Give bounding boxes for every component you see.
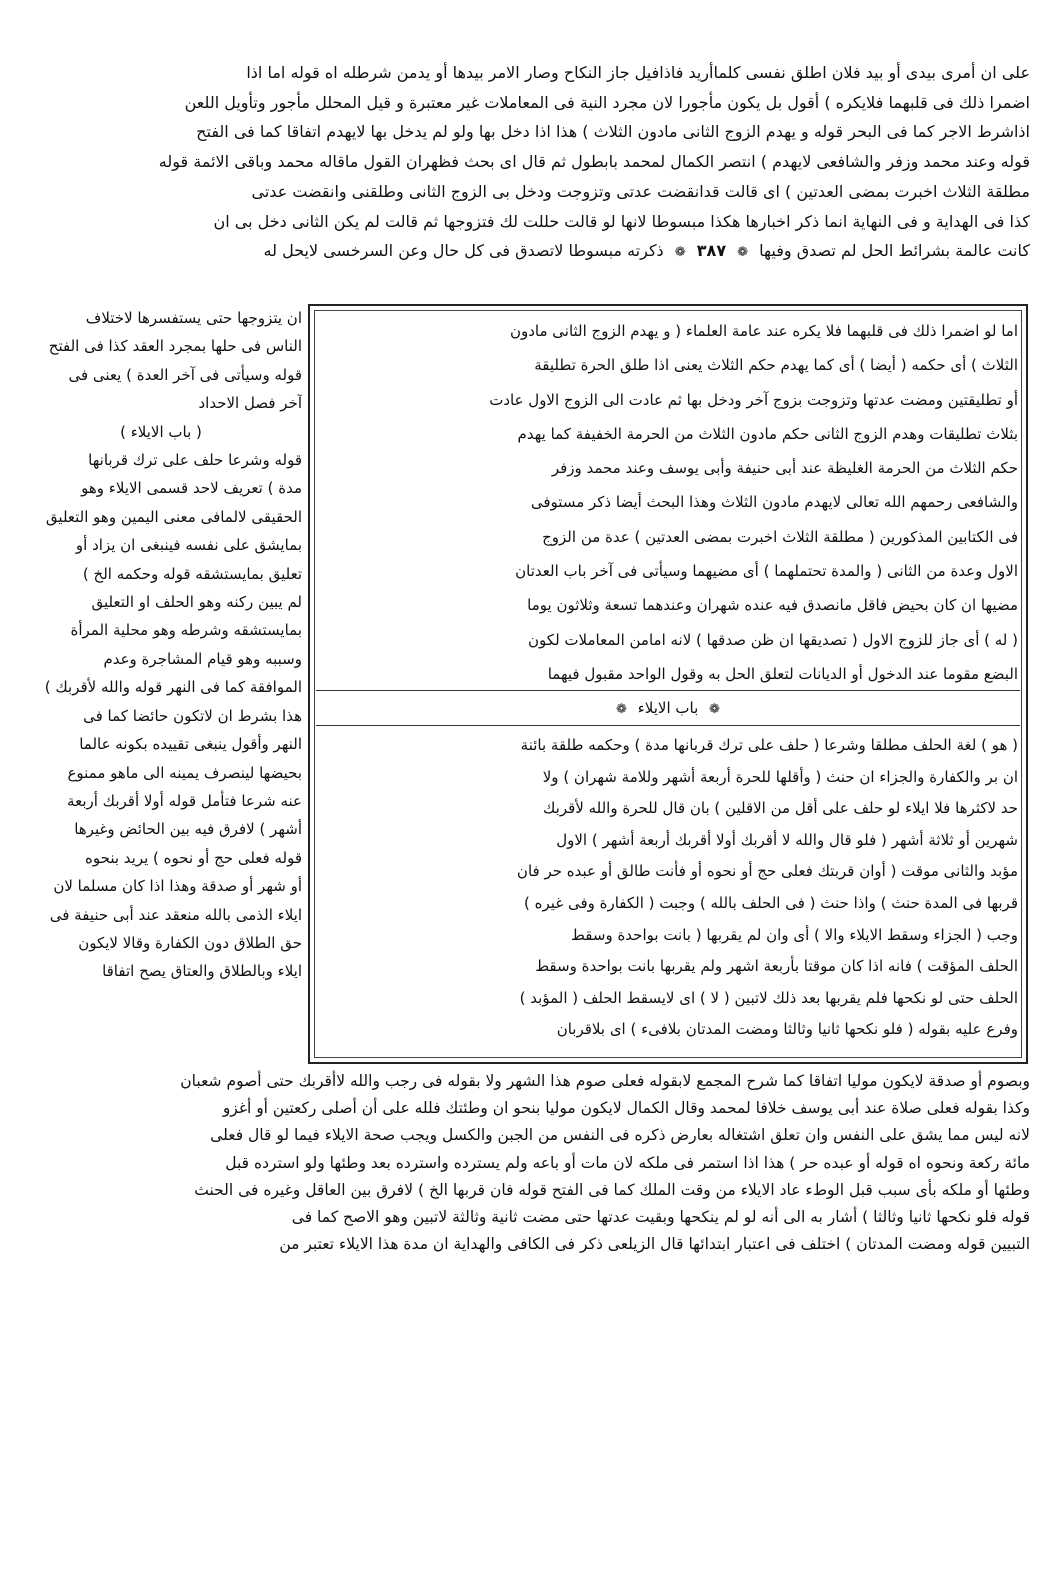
text-line: ( هو ) لغة الحلف مطلقا وشرعا ( حلف على ترك قربانها مدة ) وحكمه طلقة بائنة <box>520 736 1018 754</box>
text-line: التبيين قوله ومضت المدتان ) اختلف فى اعتبار ابتدائها قال الزيلعى ذكر فى الكافى والهداية ان مدة هذا الايلاء تعتبر من <box>279 1235 1030 1254</box>
text-line: فى الكتابين المذكورين ( مطلقة الثلاث اخبرت بمضى العدتين ) عدة من الزوج <box>542 527 1018 546</box>
text-line: بحيضها لينصرف يمينه الى ماهو ممنوع <box>67 763 302 782</box>
text-line: اضمرا ذلك فى قلبهما فلايكره ) أقول بل يكون مأجورا لان مجرد النية فى المعاملات غير معتبرة و قيل المحلل مأجور وتأويل اللعن <box>184 92 1030 112</box>
chapter-title: باب الايلاء <box>637 699 699 717</box>
side-chapter-heading: ( باب الايلاء ) <box>120 422 202 441</box>
text-line: لم يبين ركنه وهو الحلف او التعليق <box>91 593 302 612</box>
text-line: والشافعى رحمهم الله تعالى لايهدم مادون الثلاث وهذا البحث أيضا ذكر مستوفى <box>530 493 1018 512</box>
text-line: مضيها ان كان بحيض فاقل مانصدق فيه عنده شهران وعندهما تسعة وثلاثون يوما <box>527 596 1018 615</box>
text-line: ( له ) أى جاز للزوج الاول ( تصديقها ان ظن صدقها ) لانه امامن المعاملات لكون <box>528 630 1018 649</box>
text-line: ان يتزوجها حتى يستفسرها لاختلاف <box>85 309 302 327</box>
text-line: النهر وأقول ينبغى تقييده بكونه عالما <box>79 735 302 754</box>
text-line: على ان أمرى بيدى أو بيد فلان اطلق نفسى كلماأريد فاذافيل جاز النكاح وصار الامر بيدها أو يدمن شرطله اه قوله اما اذا <box>246 63 1030 82</box>
main-text-lower <box>318 730 1018 1046</box>
text-line: وبصوم أو صدقة لايكون موليا اتفاقا كما شرح المجمع لابقوله فعلى صوم هذا الشهر ولا بقوله فى رجب والله لاأقربك حتى أصوم شعبان <box>180 1072 1030 1090</box>
text-line: قربها فى المدة حنث ) واذا حنث ( فى الحلف بالله ) وجبت ( الكفارة وفى غيره ) <box>524 893 1018 912</box>
text-line: مائة ركعة ونحوه اه قوله أو عبده حر ) هذا اذا استمر فى ملكه لان مات أو باعه ولم يسترده واسترده بعد وطئها ولو استرده قبل <box>225 1153 1030 1172</box>
text-line: أو تطليقتين ومضت عدتها وتزوجت بزوج آخر ودخل بها ثم عادت الى الزوج الاول عادت <box>489 390 1018 409</box>
text-line: عنه شرعا فتأمل قوله أولا أقربك أربعة <box>67 791 302 810</box>
text-line: حق الطلاق دون الكفارة وقالا لايكون <box>78 933 302 952</box>
text-line: قوله وشرعا حلف على ترك قربانها <box>88 451 302 470</box>
side-commentary <box>20 304 302 986</box>
text-line: قوله فعلى حج أو نحوه ) يريد بنحوه <box>85 848 302 867</box>
text-line: حد لاكثرها فلا ايلاء لو حلف على أقل من الاقلين ) بان قال للحرة والله لأقربك <box>543 799 1018 818</box>
text-line: كذا فى الهداية و فى النهاية انما ذكر اخبارها هكذا مبسوطا لانها لو قالت حللت لك فتزوجها ثم قالت لم يكن الثانى دخل بى ان <box>213 211 1030 231</box>
ornament-icon: ❁ <box>737 245 749 261</box>
main-text-frame <box>308 304 1028 1064</box>
text-line: الموافقة كما فى النهر قوله والله لأقربك ) <box>44 678 302 697</box>
text-line: قوله فلو نكحها ثانيا وثالثا ) أشار به الى أنه لو لم ينكحها وبقيت عدتها حتى مضت ثانية وثالثة لاتبين وهو الاصح كما فى <box>291 1208 1030 1227</box>
text-line: الحقيقى لالمافى معنى اليمين وهو التعليق <box>45 507 302 526</box>
text-line: الناس فى حلها بمجرد العقد كذا فى الفتح <box>48 337 302 356</box>
text-line: الثلاث ) أى حكمه ( أيضا ) أى كما يهدم حكم الثلاث يعنى اذا طلق الحرة تطليقة <box>534 356 1018 375</box>
ornament-icon: ❁ <box>616 702 627 717</box>
text-line: بثلاث تطليقات وهدم الزوج الثانى حكم مادون الثلاث من الحرمة الخفيفة كما يهدم <box>517 424 1018 443</box>
page-number: ٣٨٧ <box>696 241 727 261</box>
text-line: وفرع عليه بقوله ( فلو نكحها ثانيا وثالثا ومضت المدتان بلافىء ) اى بلاقربان <box>556 1020 1018 1039</box>
text-line: ايلاء وبالطلاق والعتاق يصح اتفاقا <box>102 962 302 981</box>
text-line: أو شهر أو صدقة وهذا اذا كان مسلما لان <box>53 877 302 896</box>
main-text-upper <box>318 314 1018 691</box>
text-line: شهرين أو ثلاثة أشهر ( فلو قال والله لا أقربك أولا أقربك أربعة أشهر ) الاول <box>556 830 1018 849</box>
text-line: بمايشق على نفسه فينبغى ان يزاد أو <box>75 536 302 555</box>
ornament-icon: ❁ <box>674 245 686 261</box>
text-fragment: كانت عالمة بشرائط الحل لم تصدق وفيها <box>759 241 1030 261</box>
text-line: مؤبد والثانى موقت ( أوان قربتك فعلى حج أو نحوه أو فأنت طالق أو عبده حر فان <box>516 862 1018 881</box>
text-line-with-page-number <box>20 236 1030 268</box>
text-line: وكذا بقوله فعلى صلاة عند أبى يوسف خلافا لمحمد وقال الكمال لايكون موليا بنحو ان وطئتك فلله على أن أصلى ركعتين أو أغزو <box>222 1099 1030 1118</box>
text-line: لانه ليس مما يشق على النفس وان تعلق اشتغاله بعارض ذكره فى النفس من الجبن والكسل ويجب صحة الايلاء فيما لو قال فعلى <box>210 1126 1030 1145</box>
text-line: وطئها أو ملكه بأى سبب قبل الوطء عاد الايلاء من وقت الملك كما فى الفتح قوله فان قربها الخ ) لافرق بين العاقل وغيره فى الحنث <box>194 1180 1030 1199</box>
chapter-heading <box>316 690 1020 726</box>
text-line: ايلاء الذمى بالله منعقد عند أبى حنيفة فى <box>49 905 302 924</box>
ornament-icon: ❁ <box>709 702 720 717</box>
text-line: قوله وعند محمد وزفر والشافعى لايهدم ) انتصر الكمال لمحمد بابطول ثم قال اى بحث فظهران القول ماقاله محمد وباقى الائمة قوله <box>158 152 1030 172</box>
text-line: هذا بشرط ان لاتكون حائضا كما فى <box>83 706 302 725</box>
text-line: حكم الثلاث من الحرمة الغليظة عند أبى حنيفة وأبى يوسف وعند محمد وزفر <box>551 459 1018 478</box>
text-line: قوله وسيأتى فى آخر العدة ) يعنى فى <box>68 365 302 384</box>
text-line: الحلف حتى لو نكحها فلم يقربها بعد ذلك لاتبين ( لا ) اى لايسقط الحلف ( المؤبد ) <box>519 988 1018 1007</box>
text-line: اما لو اضمرا ذلك فى قلبهما فلا يكره عند عامة العلماء ( و يهدم الزوج الثانى مادون <box>509 322 1018 340</box>
text-line: وسببه وهو قيام المشاجرة وعدم <box>103 649 302 668</box>
text-line: البضع مقوما عند الدخول أو الديانات لتعلق الحل به وقول الواحد مقبول فيهما <box>547 664 1018 683</box>
text-line: وجب ( الجزاء وسقط الايلاء والا ) أى وان لم يقربها ( بانت بواحدة وسقط <box>571 925 1018 944</box>
text-line: اذاشرط الاجر كما فى البحر قوله و يهدم الزوج الثانى مادون الثلاث ) هذا اذا دخل بها ولو لم يدخل بها لايهدم اتفاقا كما فى الفتح <box>196 122 1030 142</box>
text-line: أشهر ) لافرق فيه بين الحائض وغيرها <box>74 820 302 839</box>
text-line: تعليق بمايستشقه قوله وحكمه الخ ) <box>82 564 302 583</box>
text-line: الاول وعدة من الثانى ( والمدة تحتملهما ) أى مضيهما وسيأتى فى آخر باب العدتان <box>515 562 1018 581</box>
text-line: مطلقة الثلاث اخبرت بمضى العدتين ) اى قالت قدانقضت عدتى وتزوجت ودخل بى الزوج الثانى وطلقنى وانقضت عدتى <box>251 181 1030 201</box>
text-line: مدة ) تعريف لاحد قسمى الايلاء وهو <box>81 479 302 498</box>
top-commentary <box>20 58 1030 268</box>
text-line: ان بر والكفارة والجزاء ان حنث ( وأقلها للحرة أربعة أشهر وللامة شهران ) ولا <box>542 767 1018 786</box>
bottom-commentary <box>20 1068 1030 1258</box>
text-line: الحلف المؤقت ) فانه اذا كان موقتا بأربعة اشهر ولم يقربها بانت بواحدة وسقط <box>535 957 1018 976</box>
text-fragment: ذكرته مبسوطا لاتصدق فى كل حال وعن السرخسى لايحل له <box>263 241 664 261</box>
text-line: بمايستشقه وشرطه وهو محلية المرأة <box>70 621 302 640</box>
text-line: آخر فصل الاحداد <box>198 394 302 413</box>
